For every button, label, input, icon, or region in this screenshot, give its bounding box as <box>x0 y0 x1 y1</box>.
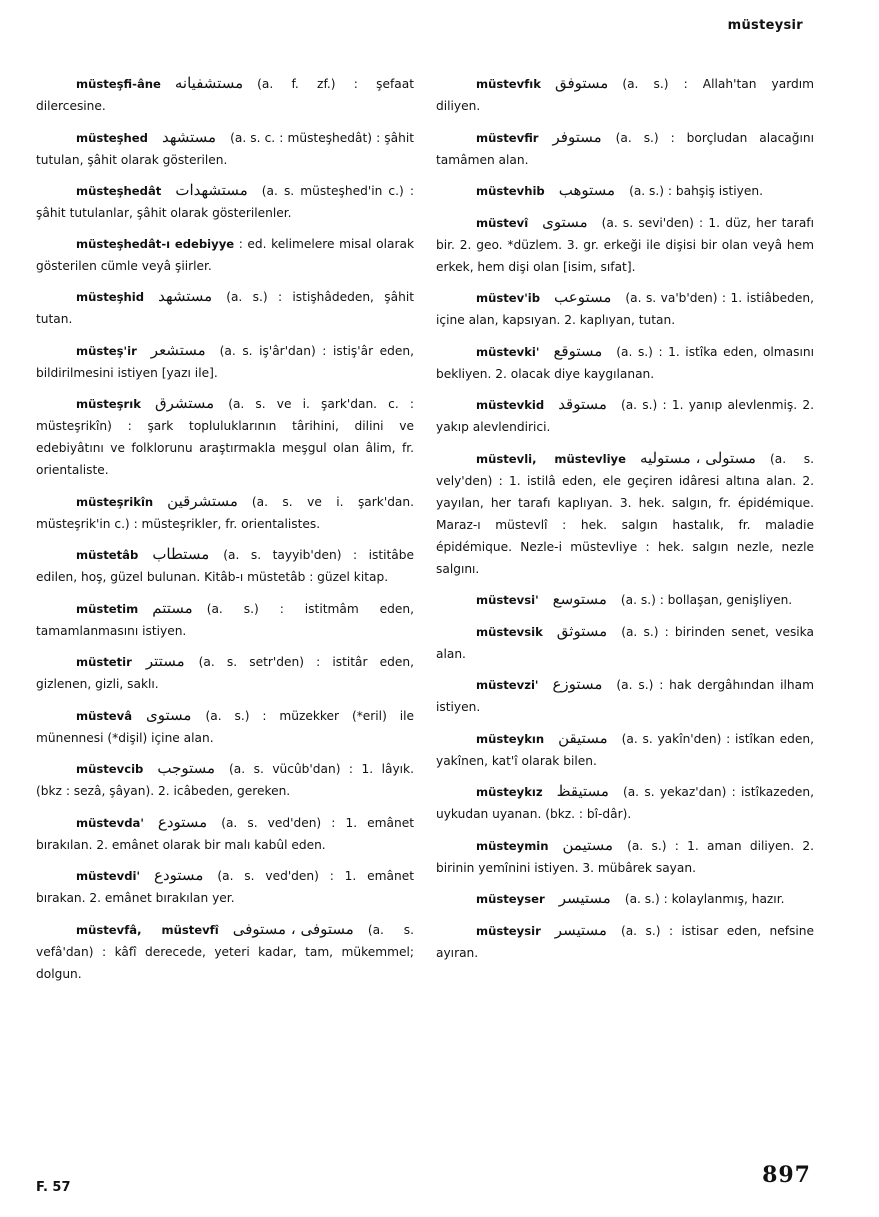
dictionary-entry <box>36 72 414 117</box>
headword: müsteymin <box>476 838 549 853</box>
headword: müstevda' <box>76 815 144 830</box>
definition: (a. s.) : istitmâm eden, tamamlanmasını istiyen. <box>36 601 414 638</box>
dictionary-entry <box>36 864 414 909</box>
definition: (a. s.) : müzekker (*eril) ile münennesi (*dişil) içine alan. <box>36 708 414 745</box>
headword: müsteşrikîn <box>76 494 154 509</box>
dictionary-entry <box>36 126 414 171</box>
definition: : ed. kelimelere misal olarak gösterilen cümle veyâ şiirler. <box>36 236 414 273</box>
definition: (a. s. vücûb'dan) : 1. lâyık. (bkz : sezâ, şâyan). 2. icâbeden, gereken. <box>36 762 414 798</box>
arabic-script: مستودع <box>154 866 204 884</box>
headword: müsteşhedât-ı edebiyye <box>76 236 235 251</box>
arabic-script: مستیقن <box>558 728 608 747</box>
headword: müstevcib <box>76 762 144 776</box>
arabic-script: مستیقظ <box>556 782 609 800</box>
running-head: müsteysir <box>727 18 803 33</box>
dictionary-entry <box>436 179 814 202</box>
dictionary-entry <box>436 286 814 331</box>
definition: (a. s. va'b'den) : 1. istiâbeden, içine alan, kapsıyan. 2. kaplıyan, tutan. <box>436 291 814 327</box>
definition: (a. s. ve i. şark'dan. c. : müsteşrikîn) : şark topluluklarının târihini, dilini ve edebiyâtını ve folklorunu araştırmakla meşgul olan âlim, fr. orientaliste. <box>36 397 414 477</box>
arabic-script: مستوقد <box>558 395 607 413</box>
arabic-script: مستشهدات <box>175 181 248 199</box>
arabic-script: مستوى <box>146 705 192 724</box>
arabic-script: مستوثق <box>556 621 608 640</box>
dictionary-entry <box>36 490 414 535</box>
dictionary-entry <box>36 597 414 642</box>
definition: (a. s.) : birinden senet, vesika alan. <box>436 624 814 661</box>
arabic-script: مستوهب <box>558 181 616 199</box>
definition: (a. s.) : hak dergâhından ilham istiyen. <box>436 678 814 714</box>
definition: (a. s. ved'den) : 1. emânet bırakılan. 2. emânet olarak bir malı kabûl eden. <box>36 815 414 852</box>
dictionary-entry <box>36 704 414 749</box>
headword: müstevsi' <box>476 593 539 607</box>
arabic-script: مستوعب <box>554 288 612 306</box>
arabic-script: مستودع <box>157 812 208 831</box>
arabic-script: مستوجب <box>157 759 216 777</box>
headword: müsteşhedât <box>76 184 162 198</box>
dictionary-entry <box>36 811 414 856</box>
definition: (a. s.) : istişhâdeden, şâhit tutan. <box>36 290 414 326</box>
arabic-script: مستتر <box>145 652 185 670</box>
headword: müstevkid <box>476 398 545 412</box>
definition: (a. s.) : borçludan alacağını tamâmen alan. <box>436 130 814 167</box>
definition: (a. s. ved'den) : 1. emânet bırakan. 2. emânet bırakılan yer. <box>36 869 414 905</box>
dictionary-entry <box>36 918 414 985</box>
arabic-script: مستوفى ، مستوفى <box>232 919 354 938</box>
dictionary-entry <box>436 673 814 718</box>
arabic-script: مستشعر <box>150 340 206 359</box>
definition: (a. s.) : istisar eden, nefsine ayıran. <box>436 923 814 960</box>
definition: (a. s.) : 1. yanıp alevlenmiş. 2. yakıp alevlendirici. <box>436 398 814 434</box>
dictionary-entry <box>436 447 814 580</box>
headword: müstevâ <box>76 708 133 723</box>
definition: (a. s.) : bollaşan, genişliyen. <box>620 593 793 607</box>
definition: (a. s.) : bahşiş istiyen. <box>629 184 763 198</box>
headword: müstetir <box>76 655 132 669</box>
headword: müsteşhid <box>76 290 145 304</box>
dictionary-entry <box>436 588 814 611</box>
dictionary-entry <box>436 211 814 278</box>
headword: müstevhib <box>476 184 545 198</box>
arabic-script: مستیسر <box>554 920 607 939</box>
headword: müstetâb <box>76 548 139 562</box>
dictionary-entry <box>436 340 814 385</box>
headword: müstevfâ, müstevfî <box>76 922 219 937</box>
right-column <box>436 72 814 972</box>
dictionary-entry <box>436 834 814 879</box>
headword: müsteşhed <box>76 130 148 145</box>
definition: (a. s. ve i. şark'dan. müsteşrik'in c.) : müsteşrikler, fr. orientalistes. <box>36 494 414 531</box>
dictionary-entry <box>436 126 814 171</box>
dictionary-entry <box>436 72 814 117</box>
dictionary-entry <box>36 543 414 588</box>
definition: (a. f. zf.) : şefaat dilercesine. <box>36 77 414 113</box>
arabic-script: مستیسر <box>558 889 611 907</box>
arabic-script: مستشفیانه <box>174 74 244 92</box>
headword: müstevî <box>476 215 529 230</box>
definition: (a. s. sevi'den) : 1. düz, her tarafı bir. 2. geo. *düzlem. 3. gr. erkeği ile dişisi bir olan veyâ hem erkek, hem dişi olan [isim, sıfat]. <box>436 215 814 274</box>
definition: (a. s. setr'den) : istitâr eden, gizlenen, gizli, saklı. <box>36 655 414 691</box>
arabic-script: مستتم <box>152 598 193 617</box>
definition: (a. s.) : 1. aman diliyen. 2. birinin yemînini istiyen. 3. mübârek sayan. <box>436 838 814 875</box>
arabic-script: مستولى ، مستوليه <box>639 448 756 467</box>
headword: müsteşfi-âne <box>76 77 161 91</box>
headword: müstevfir <box>476 130 539 145</box>
dictionary-entry <box>36 650 414 695</box>
arabic-script: مستوسع <box>552 590 607 608</box>
headword: müstevki' <box>476 344 540 359</box>
arabic-script: مستوزع <box>552 675 603 693</box>
dictionary-entry <box>36 285 414 330</box>
arabic-script: مستوى <box>542 212 588 231</box>
left-column <box>36 72 414 993</box>
arabic-script: مستطاب <box>152 545 210 563</box>
arabic-script: مستوفق <box>554 74 609 92</box>
definition: (a. s. vely'den) : 1. istilâ eden, ele geçiren idâresi altına alan. 2. yayılan, her tarafı kaplıyan. 3. hek. salgın, fr. épidémique. Maraz-ı müstevlî : hek. salgın hastalık, fr. maladie épidémique. Nezle-i müstevliye : hek. salgın nezle, nezle salgını. <box>436 451 814 576</box>
dictionary-entry <box>36 339 414 384</box>
definition: (a. s. müsteşhed'in c.) : şâhit tutulanlar, şâhit olarak gösterilenler. <box>36 184 414 220</box>
definition: (a. s.) : 1. istîka eden, olmasını bekliyen. 2. olacak diye kaygılanan. <box>436 344 814 381</box>
dictionary-entry <box>36 757 414 802</box>
arabic-script: مستوفر <box>552 127 602 146</box>
arabic-script: مستوقع <box>553 341 603 360</box>
arabic-script: مستشهد <box>158 287 213 305</box>
headword: müstevfık <box>476 77 541 91</box>
definition: (a. s. c. : müsteşhedât) : şâhit tutulan, şâhit olarak gösterilen. <box>36 130 414 167</box>
definition: (a. s. yakîn'den) : istîkan eden, yakînen, kat'î olarak bilen. <box>436 731 814 768</box>
headword: müsteşrık <box>76 397 141 411</box>
definition: (a. s.) : kolaylanmış, hazır. <box>624 892 785 906</box>
headword: müstevsik <box>476 624 543 639</box>
headword: müsteş'ir <box>76 343 137 358</box>
definition: (a. s. iş'âr'dan) : istiş'âr eden, bildirilmesini istiyen [yazı ile]. <box>36 343 414 380</box>
arabic-script: مستشرق <box>154 394 215 412</box>
headword: müstetim <box>76 601 139 616</box>
definition: (a. s. vefâ'dan) : kâfî derecede, yeteri kadar, tam, mükemmel; dolgun. <box>36 922 414 981</box>
definition: (a. s. tayyib'den) : istitâbe edilen, hoş, güzel bulunan. Kitâb-ı müstetâb : güzel kitap. <box>36 548 414 584</box>
dictionary-entry <box>36 179 414 224</box>
arabic-script: مستیمن <box>562 835 614 854</box>
dictionary-entry <box>436 919 814 964</box>
headword: müstev'ib <box>476 291 541 305</box>
definition: (a. s.) : Allah'tan yardım diliyen. <box>436 77 814 113</box>
dictionary-entry <box>436 727 814 772</box>
headword: müstevli, müstevliye <box>476 451 626 466</box>
definition: (a. s. yekaz'dan) : istîkazeden, uykudan uyanan. (bkz. : bî-dâr). <box>436 785 814 821</box>
dictionary-entry <box>36 233 414 277</box>
page-number: 897 <box>762 1162 811 1188</box>
dictionary-entry <box>436 780 814 825</box>
arabic-script: مستشرقين <box>167 491 238 510</box>
headword: müsteyser <box>476 892 545 906</box>
headword: müsteykız <box>476 785 543 799</box>
headword: müstevzi' <box>476 678 539 692</box>
dictionary-entry <box>436 620 814 665</box>
headword: müstevdi' <box>76 869 141 883</box>
dictionary-entry <box>436 887 814 910</box>
headword: müsteykın <box>476 731 545 746</box>
headword: müsteysir <box>476 923 541 938</box>
dictionary-entry <box>36 392 414 481</box>
signature-mark: F. 57 <box>36 1180 71 1195</box>
arabic-script: مستشهد <box>161 127 217 146</box>
dictionary-entry <box>436 393 814 438</box>
